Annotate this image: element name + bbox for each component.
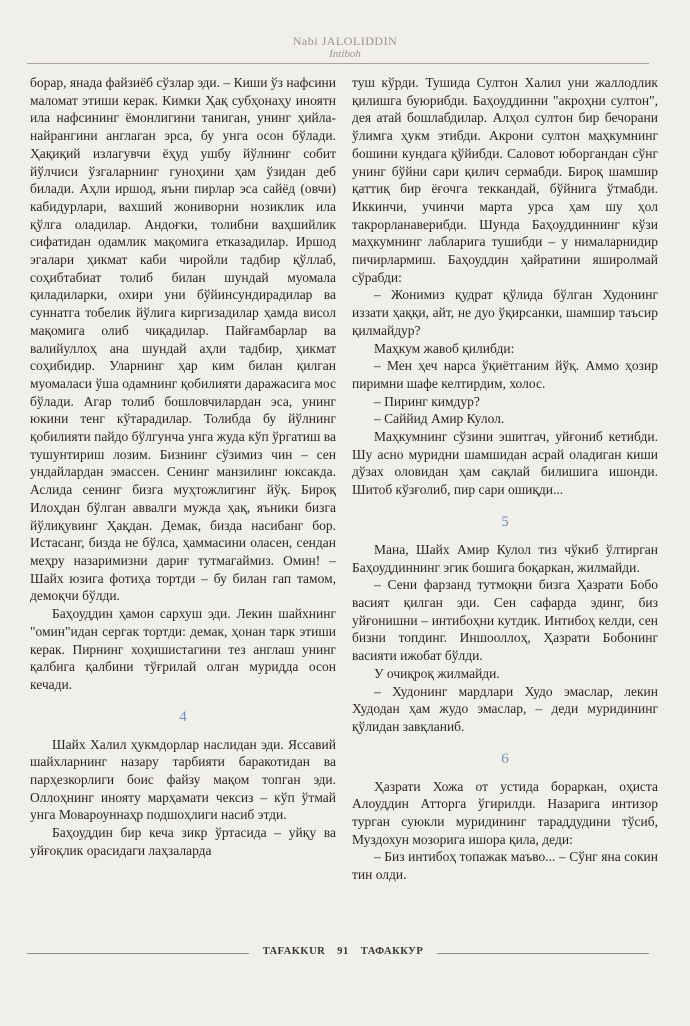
- paragraph: Шайх Халил ҳукмдорлар наслидан эди. Яссавий шайхларнинг назару тарбияти баракотидан ва парҳезкорлиги боис файзу мақом топган эди. Оллоҳнинг иноятy марҳамати чексиз – кўп ўтмай унга Мовароуннаҳр подшоҳлиги насиб этди.: [30, 736, 336, 823]
- paragraph: У очиқроқ жилмайди.: [374, 665, 500, 681]
- paragraph: Баҳоуддин бир кеча зикр ўртасида – уйқу ва уйғоқлик орасидаги лаҳзаларда: [30, 825, 336, 858]
- paragraph: борар, янада файзиёб сўзлар эди. – Киши ўз нафсини маломат этиши керак. Кимки Ҳақ субҳонаҳу иноятн ила нафсининг ёмонлигини таниган, унинг ҳийла-найрангини англаган эрса, бу унга осон бўлади. Ҳақиқий излагувчи ёҳуд ушбу йўлнинг собит йўлчиси ўзгаларнинг гуноҳини ҳам ўзидан деб билади. Аҳли иршод, яъни пирлар эса сайёд (овчи) кабидурлари, вахший жониворни нозиклик ила қўлга оладилар. Андоғки, толибни ваҳшийлик сифатидан одамлик мақомига етказадилар. Иршод эгалари ҳикмат каби чиройли тадбир қўллаб, соҳибтабиат толиб билан шундай муомала қиладиларки, охири уни бўйинсундирадилар ва суннатга тобелик йўлига киргизадилар ҳамда висол мақомига олиб чиқадилар. Пайғамбарлар ва валийуллоҳ ана шундай аҳли тадбир, ҳикмат соҳибидир. Уларнинг ҳар ким билан қилган муомаласи ўша одамнинг қобилияти даражасига мос бўлади. Агар толиб бошловчилардан эса, унинг юкини тенг кўтарадилар. Толибда бу йўлнинг қобилияти пайдо бўлгунча унга жуда кўп ўргатиш ва тушунтириш лозим. Бизнинг сўзимиз чин – сен ундайлардан эмассен. Сенинг манзилинг юксакда. Аслида сенинг бизга муҳтожлигинг йўқ. Бироқ Илоҳдан бўлган аввалги муждa ҳақ, яъники бизга йўлиқувинг Ҳақдан. Демак, бизда насибанг бор. Истасанг, бизда не бўлса, ҳаммасини оласен, сендан меҳру назаримизни дариғ тутмагаймиз. Омин! – Шайх юзига фотиҳа тортди – бу билан гап тамом, демоқчи бўлди.: [30, 75, 336, 604]
- paragraph: Ҳазрати Хожа от устида бораркан, оҳиста Алоуддин Атторга ўгирилди. Назарига интизор турган суюкли муридининг тараддудини тўсиб, Муздохун мозорига ишора қила, деди:: [352, 778, 658, 847]
- header-rule: [27, 63, 649, 64]
- paragraph: Мана, Шайх Амир Кулол тиз чўкиб ўлтирган Баҳоуддиннинг эгик бошига боқаркан, жилмайди.: [352, 541, 658, 575]
- paragraph: – Худонинг мардлари Худо эмаслар, лекин Худодан ҳам жудо эмаслар, – деди муридининг қўлидан завқланиб.: [352, 683, 658, 734]
- left-column: [30, 74, 336, 860]
- paragraph: Маҳкумнинг сўзини эшитгач, уйғониб кетибди. Шу асно муридни шамшидан асрай оладиган киши дўзах оловидан ҳам сақлай билишига ишонди. Шитоб кўзғолиб, пир сари ошиқди...: [352, 429, 658, 498]
- paragraph: – Биз интибоҳ топажак маъво... – Сўнг яна сокин тин олди.: [352, 849, 658, 883]
- paragraph: – Сени фарзанд тутмоқни бизга Ҳазрати Бобо васият қилган эди. Сен сафарда эдинг, биз уйғонишни – интибоҳни кутдик. Интибоҳ келди, сен бизни топдинг. Иншооллоҳ, Ҳазрати Бобонинг васияти ижобат бўлди.: [352, 577, 658, 664]
- paragraph: – Пиринг кимдур?: [374, 393, 480, 409]
- running-head-author: Nabi JALOLIDDIN: [292, 34, 398, 48]
- page-number: 91: [337, 946, 349, 957]
- paragraph: Маҳкум жавоб қилибди:: [374, 340, 515, 356]
- paragraph: Баҳоуддин ҳамон сархуш эди. Лекин шайхнинг "омин"идан сергак тортди: демак, ҳонан тарк этиши керак. Пирнинг хоҳишистагини тез англаш унинг қалбига қалбини тўғрилай олган муридда осон кечади.: [30, 606, 336, 692]
- footer-rule-left: [27, 953, 249, 954]
- section-number: 5: [501, 513, 509, 530]
- page-header: [0, 34, 690, 61]
- footer-magazine-cyrillic: ТАФАККУР: [360, 946, 424, 957]
- right-column: [352, 74, 658, 884]
- page-footer: [27, 946, 649, 960]
- paragraph: – Жонимиз қудрат қўлида бўлган Худонинг иззати ҳаққи, айт, не дуо ўқирсанки, шамшир таъсир қилмайдур?: [352, 287, 658, 338]
- paragraph: – Саййид Амир Кулол.: [374, 411, 505, 427]
- footer-magazine-latin: TAFAKKUR: [262, 946, 326, 957]
- section-number: 6: [501, 750, 509, 767]
- paragraph: туш кўрди. Тушида Султон Халил уни жаллодлик қилишга буюрибди. Баҳоуддинни "акроҳни султон", дея атай бошлабдилар. Алҳол султон бир бечорани ўлимга ҳукм этибди. Акрони султон маҳкумнинг бошини кундага қўйибди. Саловот юборгандан сўнг унинг бўйни сари қилич сермабди. Бироқ шамшир қаттиқ бир ёғочга теккандай, бўйнига ўтмабди. Иккинчи, учинчи марта урса ҳам шу ҳол такрорланаверибди. Шунда Баҳоуддиннинг кўзи маҳкумнинг лабларига тушибди – у нималарнидир пичирлармиш. Баҳоуддин ҳайратини яширолмай сўрабди:: [352, 75, 658, 285]
- running-head-section: Intiboh: [329, 48, 361, 60]
- footer-text: [253, 946, 433, 957]
- paragraph: – Мен ҳеч нарса ўқиётганим йўқ. Аммо ҳозир пиримни шафе келтирдим, холос.: [352, 358, 658, 391]
- section-number: 4: [179, 708, 187, 725]
- footer-rule-right: [437, 953, 649, 954]
